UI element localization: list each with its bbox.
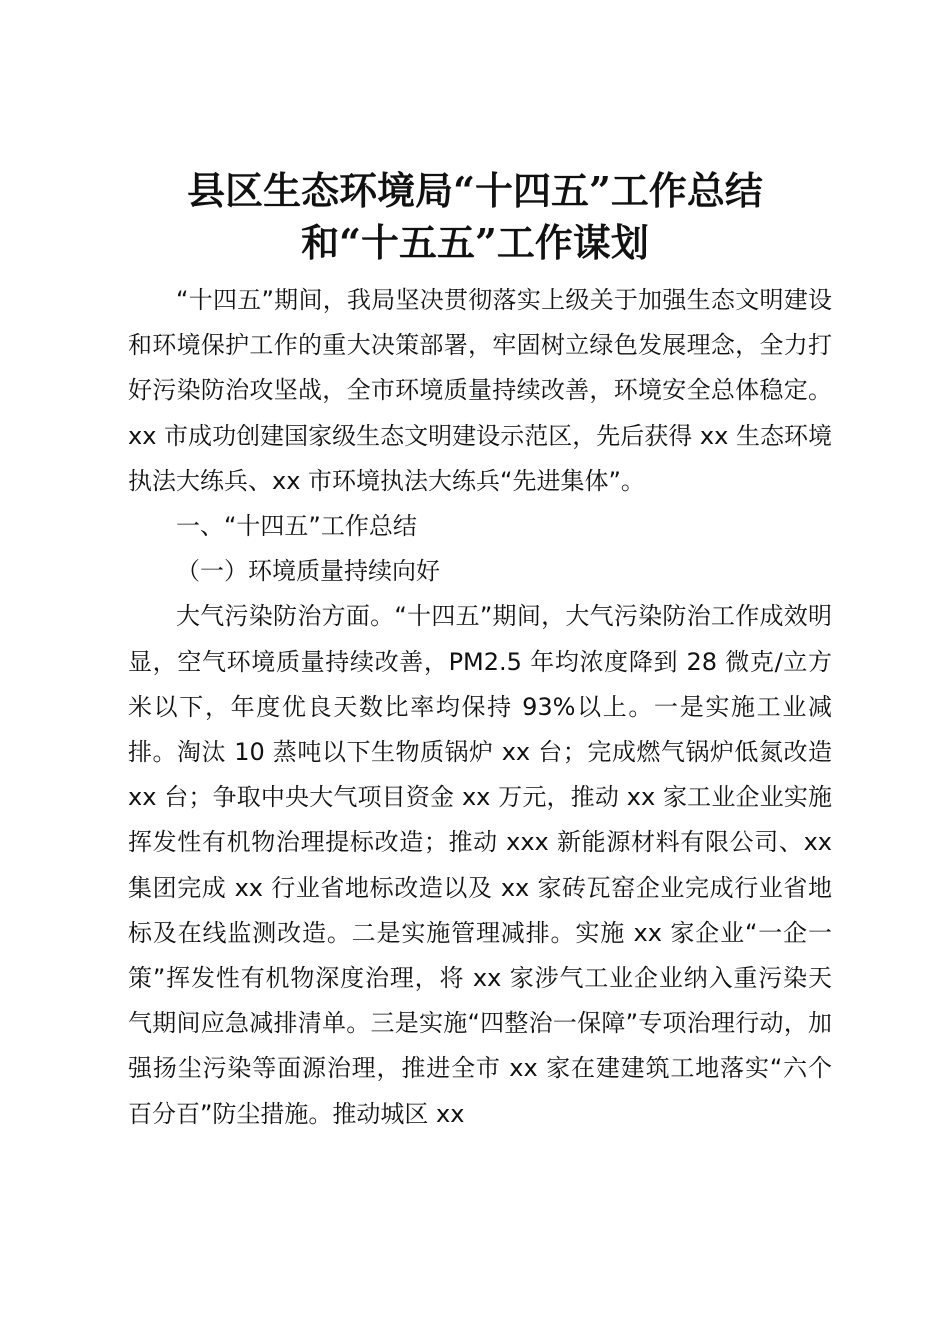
document-title: [60, 165, 890, 269]
title-line-2: 和“十五五”工作谋划: [301, 220, 649, 265]
title-line-1: 县区生态环境局“十四五”工作总结: [187, 168, 763, 213]
subsection-heading: （一）环境质量持续向好: [176, 557, 440, 586]
body-paragraph: 大气污染防治方面。“十四五”期间，大气污染防治工作成效明显，空气环境质量持续改善，PM2.5 年均浓度降到 28 微克/立方米以下，年度优良天数比率均保持 93%以上。一是实施工业减排。淘汰 10 蒸吨以下生物质锅炉 xx 台；完成燃气锅炉低氮改造 xx 台；争取中央大气项目资金 xx 万元，推动 xx 家工业企业实施挥发性有机物治理提标改造；推动 xxx 新能源材料有限公司、xx 集团完成 xx 行业省地标改造以及 xx 家砖瓦窑企业完成行业省地标及在线监测改造。二是实施管理减排。实施 xx 家企业“一企一策”挥发性有机物深度治理，将 xx 家涉气工业企业纳入重污染天气期间应急减排清单。三是实施“四整治一保障”专项治理行动，加强扬尘污染等面源治理，推进全市 xx 家在建建筑工地落实“六个百分百”防尘措施。推动城区 xx: [128, 602, 832, 1128]
intro-paragraph: “十四五”期间，我局坚决贯彻落实上级关于加强生态文明建设和环境保护工作的重大决策部署，牢固树立绿色发展理念，全力打好污染防治攻坚战，全市环境质量持续改善，环境安全总体稳定。xx 市成功创建国家级生态文明建设示范区，先后获得 xx 生态环境执法大练兵、xx 市环境执法大练兵“先进集体”。: [128, 286, 832, 495]
section-heading: 一、“十四五”工作总结: [176, 512, 417, 541]
document-body: [128, 278, 832, 1137]
